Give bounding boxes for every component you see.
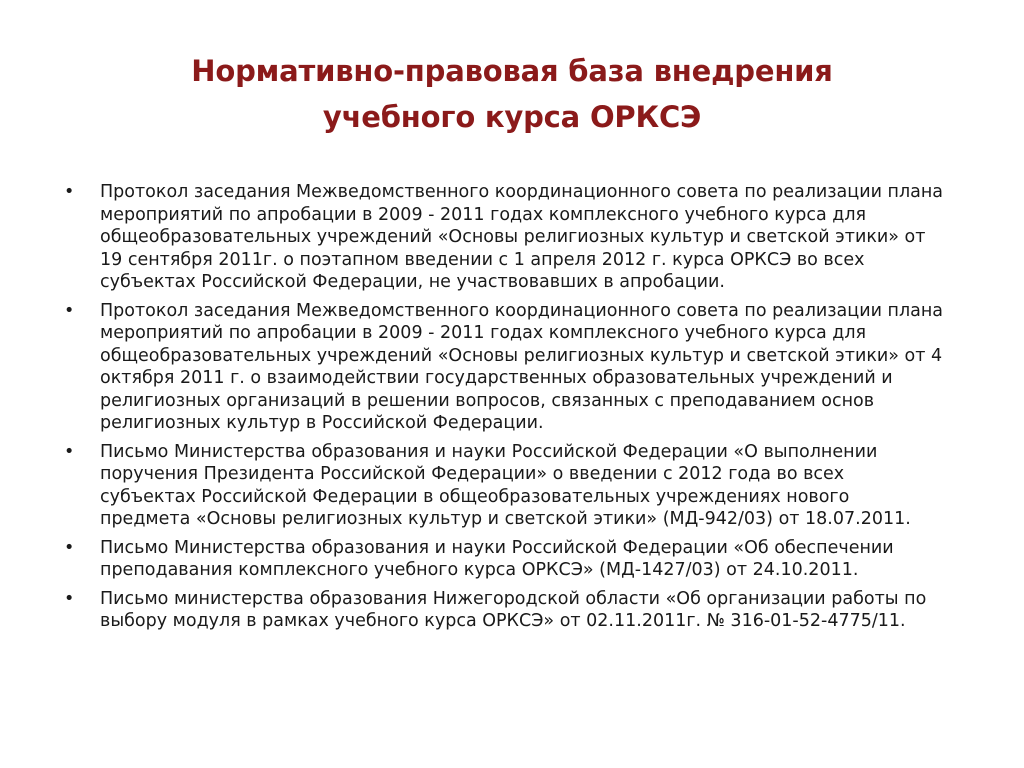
list-item <box>64 181 944 294</box>
title-line-2: учебного курса ОРКСЭ <box>322 100 702 134</box>
slide-title <box>0 48 1024 140</box>
list-item <box>64 441 944 531</box>
bullet-icon: • <box>64 537 75 558</box>
title-line-1: Нормативно-правовая база внедрения <box>191 54 833 88</box>
list-item-text: Протокол заседания Межведомственного координационного совета по реализации плана мероприятий по апробации в 2009 - 2011 годах комплексного учебного курса для общеобразовательных учреждений «Основы религиозных культур и светской этики» от 19 сентября 2011г. о поэтапном введении с 1 апреля 2012 г. курса ОРКСЭ во всех субъектах Российской Федерации, не участвовавших в апробации. <box>100 182 944 292</box>
list-item-text: Письмо министерства образования Нижегородской области «Об организации работы по выбору модуля в рамках учебного курса ОРКСЭ» от 02.11.2011г. № 316-01-52-4775/11. <box>100 588 927 631</box>
list-item-text: Письмо Министерства образования и науки Российской Федерации «О выполнении поручения Президента Российской Федерации» о введении с 2012 года во всех субъектах Российской Федерации в общеобразовательных учреждениях нового предмета «Основы религиозных культур и светской этики» (МД-942/03) от 18.07.2011. <box>100 441 911 529</box>
list-item-text: Письмо Министерства образования и науки Российской Федерации «Об обеспечении преподавания комплексного учебного курса ОРКСЭ» (МД-1427/03) от 24.10.2011. <box>100 537 894 580</box>
list-item <box>64 588 944 633</box>
list-item <box>64 300 944 435</box>
list-item-text: Протокол заседания Межведомственного координационного совета по реализации плана мероприятий по апробации в 2009 - 2011 годах комплексного учебного курса для общеобразовательных учреждений «Основы религиозных культур и светской этики» от 4 октября 2011 г. о взаимодействии государственных образовательных учреждений и религиозных организаций в решении вопросов, связанных с преподаванием основ религиозных культур в Российской Федерации. <box>100 300 944 433</box>
bullet-icon: • <box>64 182 75 202</box>
list-item <box>64 537 944 582</box>
bullet-icon: • <box>64 441 75 462</box>
bullet-icon: • <box>64 300 75 321</box>
document-list <box>64 181 944 639</box>
bullet-icon: • <box>64 588 75 609</box>
